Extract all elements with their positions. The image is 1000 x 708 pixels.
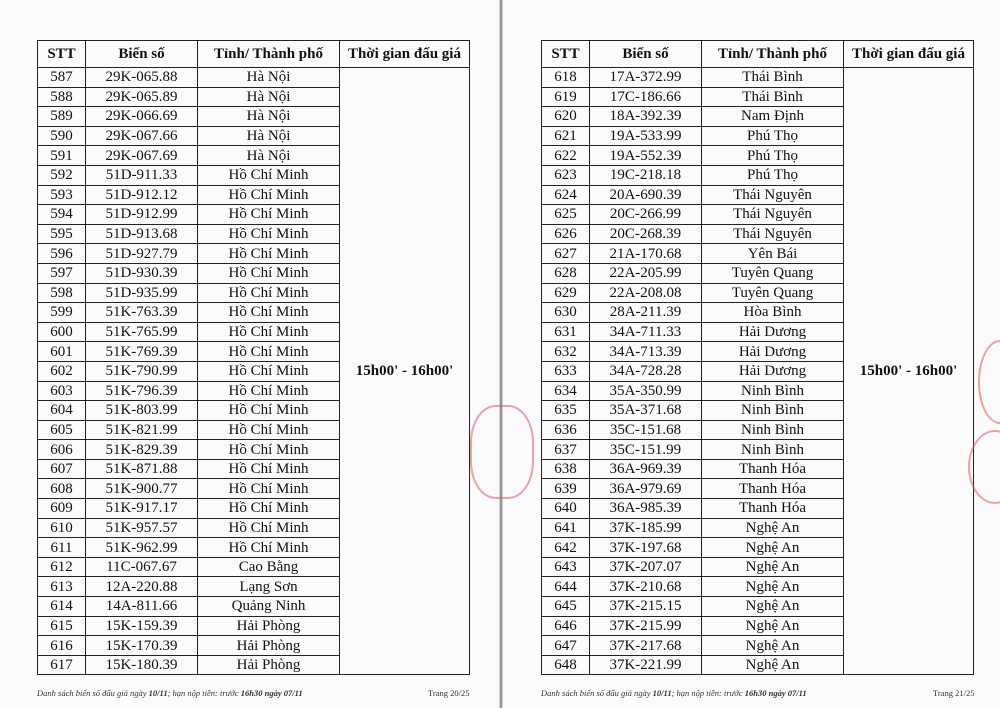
cell-plate: 51K-803.99 bbox=[86, 401, 198, 421]
cell-province: Nam Định bbox=[702, 107, 844, 127]
cell-stt: 615 bbox=[38, 616, 86, 636]
cell-province: Ninh Bình bbox=[702, 381, 844, 401]
cell-plate: 22A-208.08 bbox=[590, 283, 702, 303]
cell-stt: 613 bbox=[38, 577, 86, 597]
cell-stt: 596 bbox=[38, 244, 86, 264]
cell-stt: 618 bbox=[542, 68, 590, 88]
cell-province: Ninh Bình bbox=[702, 440, 844, 460]
cell-stt: 594 bbox=[38, 205, 86, 225]
footer-date: 10/11 bbox=[652, 688, 672, 698]
cell-stt: 588 bbox=[38, 87, 86, 107]
table-header-row bbox=[542, 41, 974, 68]
cell-province: Hồ Chí Minh bbox=[198, 518, 340, 538]
cell-province: Hải Dương bbox=[702, 361, 844, 381]
cell-province: Hà Nội bbox=[198, 68, 340, 88]
cell-plate: 51D-912.12 bbox=[86, 185, 198, 205]
cell-province: Thanh Hóa bbox=[702, 479, 844, 499]
header-time: Thời gian đấu giá bbox=[844, 41, 974, 68]
page-number: Trang 21/25 bbox=[933, 688, 975, 698]
cell-stt: 635 bbox=[542, 401, 590, 421]
cell-plate: 37K-207.07 bbox=[590, 557, 702, 577]
cell-stt: 610 bbox=[38, 518, 86, 538]
cell-province: Thái Nguyên bbox=[702, 224, 844, 244]
cell-province: Quảng Ninh bbox=[198, 597, 340, 617]
cell-province: Yên Bái bbox=[702, 244, 844, 264]
cell-plate: 51D-913.68 bbox=[86, 224, 198, 244]
cell-plate: 51K-765.99 bbox=[86, 322, 198, 342]
footer-mid: ; hạn nộp tiền: trước bbox=[167, 688, 239, 698]
cell-plate: 51K-769.39 bbox=[86, 342, 198, 362]
cell-province: Phú Thọ bbox=[702, 126, 844, 146]
cell-stt: 642 bbox=[542, 538, 590, 558]
cell-province: Nghệ An bbox=[702, 655, 844, 675]
cell-plate: 37K-215.99 bbox=[590, 616, 702, 636]
cell-stt: 620 bbox=[542, 107, 590, 127]
cell-plate: 19A-533.99 bbox=[590, 126, 702, 146]
cell-plate: 51K-962.99 bbox=[86, 538, 198, 558]
cell-plate: 17C-186.66 bbox=[590, 87, 702, 107]
cell-province: Hồ Chí Minh bbox=[198, 342, 340, 362]
cell-plate: 12A-220.88 bbox=[86, 577, 198, 597]
cell-province: Hòa Bình bbox=[702, 303, 844, 323]
cell-stt: 629 bbox=[542, 283, 590, 303]
cell-province: Hải Dương bbox=[702, 342, 844, 362]
cell-province: Hồ Chí Minh bbox=[198, 420, 340, 440]
cell-plate: 21A-170.68 bbox=[590, 244, 702, 264]
cell-plate: 20C-268.39 bbox=[590, 224, 702, 244]
cell-plate: 15K-180.39 bbox=[86, 655, 198, 675]
footer-date: 10/11 bbox=[148, 688, 168, 698]
cell-time-slot: 15h00' - 16h00' bbox=[340, 68, 470, 675]
cell-province: Nghệ An bbox=[702, 577, 844, 597]
cell-province: Hải Phòng bbox=[198, 636, 340, 656]
cell-province: Hồ Chí Minh bbox=[198, 185, 340, 205]
cell-plate: 35A-371.68 bbox=[590, 401, 702, 421]
cell-province: Hồ Chí Minh bbox=[198, 322, 340, 342]
plate-table-left bbox=[37, 40, 470, 675]
cell-stt: 590 bbox=[38, 126, 86, 146]
cell-time-slot: 15h00' - 16h00' bbox=[844, 68, 974, 675]
header-province: Tỉnh/ Thành phố bbox=[198, 41, 340, 68]
cell-province: Ninh Bình bbox=[702, 401, 844, 421]
cell-stt: 631 bbox=[542, 322, 590, 342]
cell-province: Hồ Chí Minh bbox=[198, 538, 340, 558]
cell-stt: 644 bbox=[542, 577, 590, 597]
cell-province: Hồ Chí Minh bbox=[198, 361, 340, 381]
cell-plate: 22A-205.99 bbox=[590, 263, 702, 283]
cell-province: Hà Nội bbox=[198, 126, 340, 146]
cell-province: Ninh Bình bbox=[702, 420, 844, 440]
cell-stt: 632 bbox=[542, 342, 590, 362]
cell-plate: 51K-821.99 bbox=[86, 420, 198, 440]
cell-province: Thái Nguyên bbox=[702, 205, 844, 225]
cell-plate: 36A-985.39 bbox=[590, 499, 702, 519]
cell-stt: 605 bbox=[38, 420, 86, 440]
plate-table-right bbox=[541, 40, 974, 675]
cell-stt: 630 bbox=[542, 303, 590, 323]
cell-stt: 608 bbox=[38, 479, 86, 499]
table-body bbox=[542, 68, 974, 675]
cell-plate: 51K-917.17 bbox=[86, 499, 198, 519]
table-header-row bbox=[38, 41, 470, 68]
cell-stt: 640 bbox=[542, 499, 590, 519]
cell-province: Nghệ An bbox=[702, 597, 844, 617]
cell-plate: 51K-829.39 bbox=[86, 440, 198, 460]
cell-stt: 621 bbox=[542, 126, 590, 146]
cell-province: Cao Bằng bbox=[198, 557, 340, 577]
cell-stt: 604 bbox=[38, 401, 86, 421]
cell-stt: 637 bbox=[542, 440, 590, 460]
cell-province: Hồ Chí Minh bbox=[198, 283, 340, 303]
header-province: Tỉnh/ Thành phố bbox=[702, 41, 844, 68]
cell-province: Hải Phòng bbox=[198, 616, 340, 636]
cell-plate: 51K-790.99 bbox=[86, 361, 198, 381]
cell-plate: 20C-266.99 bbox=[590, 205, 702, 225]
cell-province: Hồ Chí Minh bbox=[198, 440, 340, 460]
cell-plate: 51K-871.88 bbox=[86, 459, 198, 479]
cell-plate: 19A-552.39 bbox=[590, 146, 702, 166]
cell-plate: 37K-210.68 bbox=[590, 577, 702, 597]
cell-plate: 34A-728.28 bbox=[590, 361, 702, 381]
cell-province: Thanh Hóa bbox=[702, 459, 844, 479]
cell-province: Hà Nội bbox=[198, 107, 340, 127]
cell-stt: 600 bbox=[38, 322, 86, 342]
cell-stt: 625 bbox=[542, 205, 590, 225]
cell-province: Hồ Chí Minh bbox=[198, 205, 340, 225]
cell-plate: 37K-215.15 bbox=[590, 597, 702, 617]
cell-plate: 17A-372.99 bbox=[590, 68, 702, 88]
cell-province: Nghệ An bbox=[702, 538, 844, 558]
cell-plate: 37K-217.68 bbox=[590, 636, 702, 656]
cell-province: Hải Phòng bbox=[198, 655, 340, 675]
cell-plate: 29K-066.69 bbox=[86, 107, 198, 127]
cell-stt: 627 bbox=[542, 244, 590, 264]
footer-deadline: 16h30 ngày 07/11 bbox=[744, 688, 807, 698]
cell-stt: 603 bbox=[38, 381, 86, 401]
footer-mid: ; hạn nộp tiền: trước bbox=[671, 688, 743, 698]
header-stt: STT bbox=[542, 41, 590, 68]
cell-stt: 641 bbox=[542, 518, 590, 538]
cell-stt: 598 bbox=[38, 283, 86, 303]
cell-stt: 622 bbox=[542, 146, 590, 166]
cell-stt: 606 bbox=[38, 440, 86, 460]
cell-stt: 614 bbox=[38, 597, 86, 617]
cell-stt: 593 bbox=[38, 185, 86, 205]
cell-stt: 643 bbox=[542, 557, 590, 577]
cell-province: Hà Nội bbox=[198, 146, 340, 166]
cell-province: Thái Bình bbox=[702, 87, 844, 107]
header-plate: Biển số bbox=[86, 41, 198, 68]
cell-plate: 29K-065.89 bbox=[86, 87, 198, 107]
cell-stt: 601 bbox=[38, 342, 86, 362]
cell-province: Nghệ An bbox=[702, 557, 844, 577]
cell-plate: 34A-711.33 bbox=[590, 322, 702, 342]
cell-stt: 587 bbox=[38, 68, 86, 88]
cell-stt: 616 bbox=[38, 636, 86, 656]
cell-province: Tuyên Quang bbox=[702, 283, 844, 303]
cell-plate: 29K-065.88 bbox=[86, 68, 198, 88]
cell-plate: 29K-067.66 bbox=[86, 126, 198, 146]
cell-plate: 51K-957.57 bbox=[86, 518, 198, 538]
cell-province: Hồ Chí Minh bbox=[198, 499, 340, 519]
cell-plate: 15K-159.39 bbox=[86, 616, 198, 636]
cell-stt: 636 bbox=[542, 420, 590, 440]
cell-province: Hồ Chí Minh bbox=[198, 479, 340, 499]
cell-province: Hồ Chí Minh bbox=[198, 303, 340, 323]
cell-province: Nghệ An bbox=[702, 518, 844, 538]
cell-stt: 617 bbox=[38, 655, 86, 675]
cell-plate: 51D-930.39 bbox=[86, 263, 198, 283]
table-body bbox=[38, 68, 470, 675]
cell-stt: 591 bbox=[38, 146, 86, 166]
page-footer bbox=[37, 688, 303, 698]
cell-plate: 37K-221.99 bbox=[590, 655, 702, 675]
cell-plate: 51K-900.77 bbox=[86, 479, 198, 499]
header-time: Thời gian đấu giá bbox=[340, 41, 470, 68]
cell-province: Nghệ An bbox=[702, 616, 844, 636]
cell-stt: 609 bbox=[38, 499, 86, 519]
cell-province: Thái Nguyên bbox=[702, 185, 844, 205]
cell-stt: 648 bbox=[542, 655, 590, 675]
cell-stt: 589 bbox=[38, 107, 86, 127]
cell-stt: 612 bbox=[38, 557, 86, 577]
cell-province: Hồ Chí Minh bbox=[198, 244, 340, 264]
page-footer bbox=[541, 688, 807, 698]
header-stt: STT bbox=[38, 41, 86, 68]
cell-stt: 645 bbox=[542, 597, 590, 617]
cell-stt: 647 bbox=[542, 636, 590, 656]
footer-prefix: Danh sách biển số đấu giá ngày bbox=[541, 688, 651, 698]
cell-plate: 37K-185.99 bbox=[590, 518, 702, 538]
cell-stt: 623 bbox=[542, 165, 590, 185]
cell-province: Phú Thọ bbox=[702, 146, 844, 166]
cell-plate: 19C-218.18 bbox=[590, 165, 702, 185]
cell-province: Hồ Chí Minh bbox=[198, 263, 340, 283]
cell-plate: 37K-197.68 bbox=[590, 538, 702, 558]
cell-plate: 14A-811.66 bbox=[86, 597, 198, 617]
cell-plate: 29K-067.69 bbox=[86, 146, 198, 166]
cell-stt: 633 bbox=[542, 361, 590, 381]
header-plate: Biển số bbox=[590, 41, 702, 68]
cell-stt: 595 bbox=[38, 224, 86, 244]
cell-province: Hồ Chí Minh bbox=[198, 224, 340, 244]
cell-province: Hồ Chí Minh bbox=[198, 381, 340, 401]
table-row bbox=[38, 68, 470, 88]
cell-stt: 638 bbox=[542, 459, 590, 479]
cell-stt: 619 bbox=[542, 87, 590, 107]
cell-province: Lạng Sơn bbox=[198, 577, 340, 597]
cell-stt: 626 bbox=[542, 224, 590, 244]
cell-stt: 628 bbox=[542, 263, 590, 283]
cell-plate: 51D-912.99 bbox=[86, 205, 198, 225]
cell-plate: 51D-911.33 bbox=[86, 165, 198, 185]
cell-plate: 36A-979.69 bbox=[590, 479, 702, 499]
cell-plate: 36A-969.39 bbox=[590, 459, 702, 479]
cell-plate: 51K-763.39 bbox=[86, 303, 198, 323]
cell-stt: 592 bbox=[38, 165, 86, 185]
cell-province: Thanh Hóa bbox=[702, 499, 844, 519]
cell-stt: 639 bbox=[542, 479, 590, 499]
cell-plate: 20A-690.39 bbox=[590, 185, 702, 205]
cell-province: Hồ Chí Minh bbox=[198, 165, 340, 185]
cell-stt: 602 bbox=[38, 361, 86, 381]
cell-plate: 34A-713.39 bbox=[590, 342, 702, 362]
cell-stt: 597 bbox=[38, 263, 86, 283]
cell-plate: 15K-170.39 bbox=[86, 636, 198, 656]
cell-plate: 18A-392.39 bbox=[590, 107, 702, 127]
cell-plate: 51D-927.79 bbox=[86, 244, 198, 264]
cell-province: Hồ Chí Minh bbox=[198, 401, 340, 421]
footer-prefix: Danh sách biển số đấu giá ngày bbox=[37, 688, 147, 698]
cell-province: Hà Nội bbox=[198, 87, 340, 107]
cell-province: Hồ Chí Minh bbox=[198, 459, 340, 479]
cell-plate: 11C-067.67 bbox=[86, 557, 198, 577]
footer-deadline: 16h30 ngày 07/11 bbox=[240, 688, 303, 698]
cell-province: Nghệ An bbox=[702, 636, 844, 656]
cell-stt: 611 bbox=[38, 538, 86, 558]
cell-plate: 51D-935.99 bbox=[86, 283, 198, 303]
cell-plate: 28A-211.39 bbox=[590, 303, 702, 323]
document-page-right bbox=[502, 0, 1000, 708]
cell-stt: 624 bbox=[542, 185, 590, 205]
page-number: Trang 20/25 bbox=[428, 688, 470, 698]
cell-plate: 35C-151.99 bbox=[590, 440, 702, 460]
cell-plate: 35C-151.68 bbox=[590, 420, 702, 440]
cell-province: Phú Thọ bbox=[702, 165, 844, 185]
table-row bbox=[542, 68, 974, 88]
cell-stt: 634 bbox=[542, 381, 590, 401]
cell-plate: 35A-350.99 bbox=[590, 381, 702, 401]
cell-stt: 607 bbox=[38, 459, 86, 479]
cell-province: Hải Dương bbox=[702, 322, 844, 342]
cell-plate: 51K-796.39 bbox=[86, 381, 198, 401]
cell-stt: 599 bbox=[38, 303, 86, 323]
red-seal-stamp-icon bbox=[470, 405, 534, 499]
cell-province: Tuyên Quang bbox=[702, 263, 844, 283]
cell-province: Thái Bình bbox=[702, 68, 844, 88]
cell-stt: 646 bbox=[542, 616, 590, 636]
